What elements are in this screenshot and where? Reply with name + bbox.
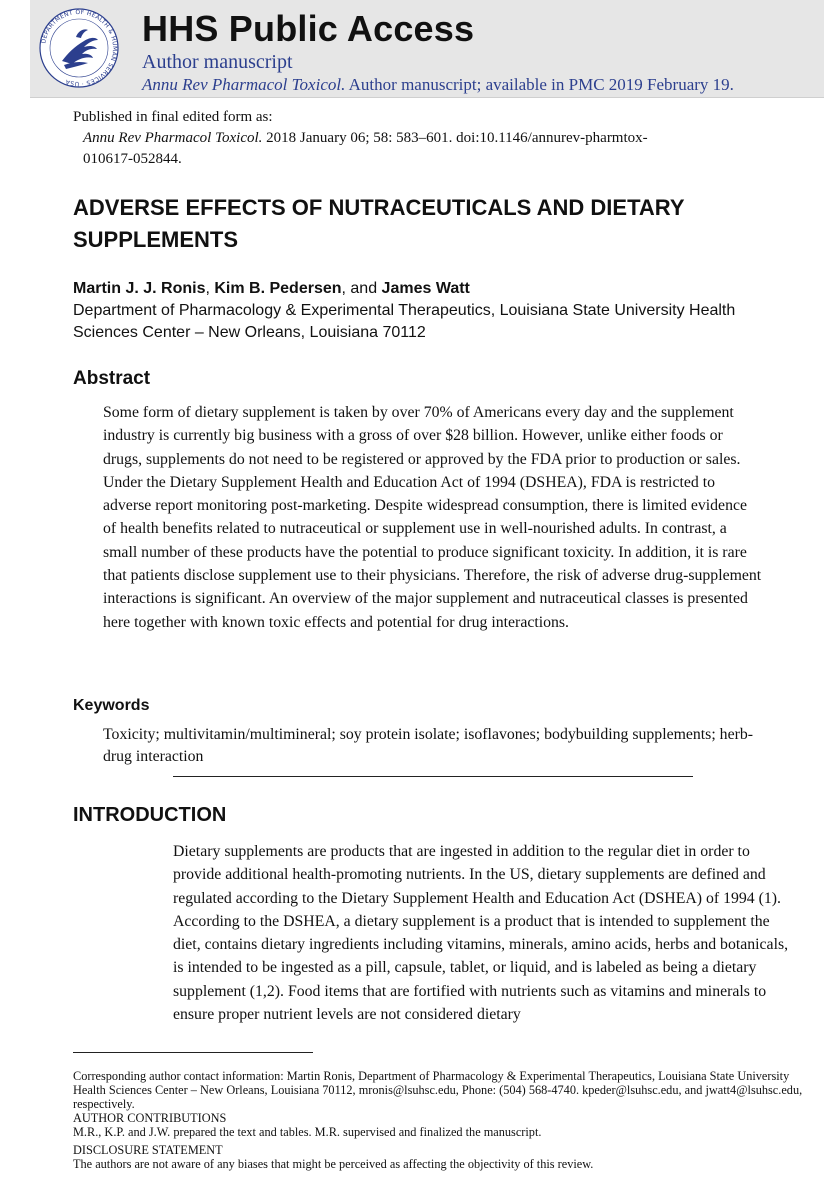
availability-text: Author manuscript; available in PMC 2019 February 19. bbox=[348, 75, 734, 94]
author-separator: , bbox=[205, 280, 215, 297]
introduction-heading: INTRODUCTION bbox=[73, 804, 227, 826]
availability-journal: Annu Rev Pharmacol Toxicol. bbox=[142, 75, 346, 94]
published-citation bbox=[73, 128, 663, 170]
section-divider bbox=[173, 776, 693, 777]
disclosure-text: The authors are not aware of any biases that might be perceived as affecting the objectivity of this review. bbox=[73, 1157, 594, 1171]
author-manuscript-label: Author manuscript bbox=[142, 51, 293, 73]
author-name: James Watt bbox=[381, 280, 470, 297]
author-name: Kim B. Pedersen bbox=[214, 280, 342, 297]
footnotes bbox=[73, 1069, 803, 1171]
correspondence-footnote: Corresponding author contact information: Martin Ronis, Department of Pharmacology & Experimental Therapeutics, Louisiana State University Health Sciences Center – New Orleans, Louisiana 70112, mronis@lsuhsc.edu, Phone: (504) 568-4740. kpeder@lsuhsc.edu, and jwatt4@lsuhsc.edu, respectively. bbox=[73, 1069, 803, 1111]
hhs-header-banner bbox=[30, 0, 824, 98]
author-name: Martin J. J. Ronis bbox=[73, 280, 206, 297]
published-citation-text: 2018 January 06; 58: 583–601. doi:10.1146/annurev-pharmtox-010617-052844. bbox=[83, 130, 648, 167]
availability-line bbox=[142, 75, 734, 95]
footnote-divider bbox=[73, 1052, 313, 1053]
abstract-heading: Abstract bbox=[73, 368, 151, 389]
author-list bbox=[73, 278, 793, 299]
author-affiliation: Department of Pharmacology & Experimental Therapeutics, Louisiana State University Health Sciences Center – New Orleans, Louisiana 70112 bbox=[73, 302, 736, 341]
hhs-seal-logo bbox=[38, 7, 120, 89]
author-separator: , and bbox=[341, 280, 382, 297]
hhs-public-access-title: HHS Public Access bbox=[142, 8, 475, 49]
published-journal: Annu Rev Pharmacol Toxicol. bbox=[83, 130, 263, 146]
abstract-text: Some form of dietary supplement is taken by over 70% of Americans every day and the supplement industry is currently big business with a gross of over $28 billion. However, unlike either foods or drugs, supplements do not need to be registered or approved by the FDA prior to production or sales. Under the Dietary Supplement Health and Education Act of 1994 (DSHEA), FDA is restricted to adverse report monitoring post-marketing. Despite widespread consumption, there is limited evidence of health benefits related to nutraceutical or supplement use in well-nourished adults. In contrast, a small number of these products have the potential to produce significant toxicity. In addition, it is rare that patients disclose supplement use to their physicians. Therefore, the risk of adverse drug-supplement interactions is significant. An overview of the major supplement and nutraceutical classes is presented here together with known toxic effects and potential for drug interactions. bbox=[103, 404, 762, 631]
paper-title: ADVERSE EFFECTS OF NUTRACEUTICALS AND DIETARY SUPPLEMENTS bbox=[73, 195, 685, 252]
author-contributions-heading: AUTHOR CONTRIBUTIONS bbox=[73, 1111, 227, 1125]
published-block bbox=[73, 107, 663, 170]
published-label: Published in final edited form as: bbox=[73, 109, 273, 125]
keywords-heading: Keywords bbox=[73, 697, 150, 714]
svg-text:DEPARTMENT OF HEALTH & HUMAN S: DEPARTMENT OF HEALTH & HUMAN SERVICES · USA bbox=[40, 8, 119, 88]
keywords-text: Toxicity; multivitamin/multimineral; soy protein isolate; isoflavones; bodybuilding supplements; herb-drug interaction bbox=[103, 726, 753, 765]
introduction-text: Dietary supplements are products that are ingested in addition to the regular diet in order to provide additional health-promoting nutrients. In the US, dietary supplements are defined and regulated according to the Dietary Supplement Health and Education Act (DSHEA) of 1994 (1). According to the DSHEA, a dietary supplement is a product that is intended to supplement the diet, contains dietary ingredients including vitamins, minerals, amino acids, herbs and botanicals, is intended to be ingested as a pill, capsule, tablet, or liquid, and is labeled as being a dietary supplement (1,2). Food items that are fortified with nutrients such as vitamins and minerals to ensure proper nutrient levels are not considered dietary bbox=[173, 843, 789, 1024]
author-contributions-text: M.R., K.P. and J.W. prepared the text and tables. M.R. supervised and finalized the manuscript. bbox=[73, 1125, 542, 1139]
disclosure-heading: DISCLOSURE STATEMENT bbox=[73, 1143, 223, 1157]
